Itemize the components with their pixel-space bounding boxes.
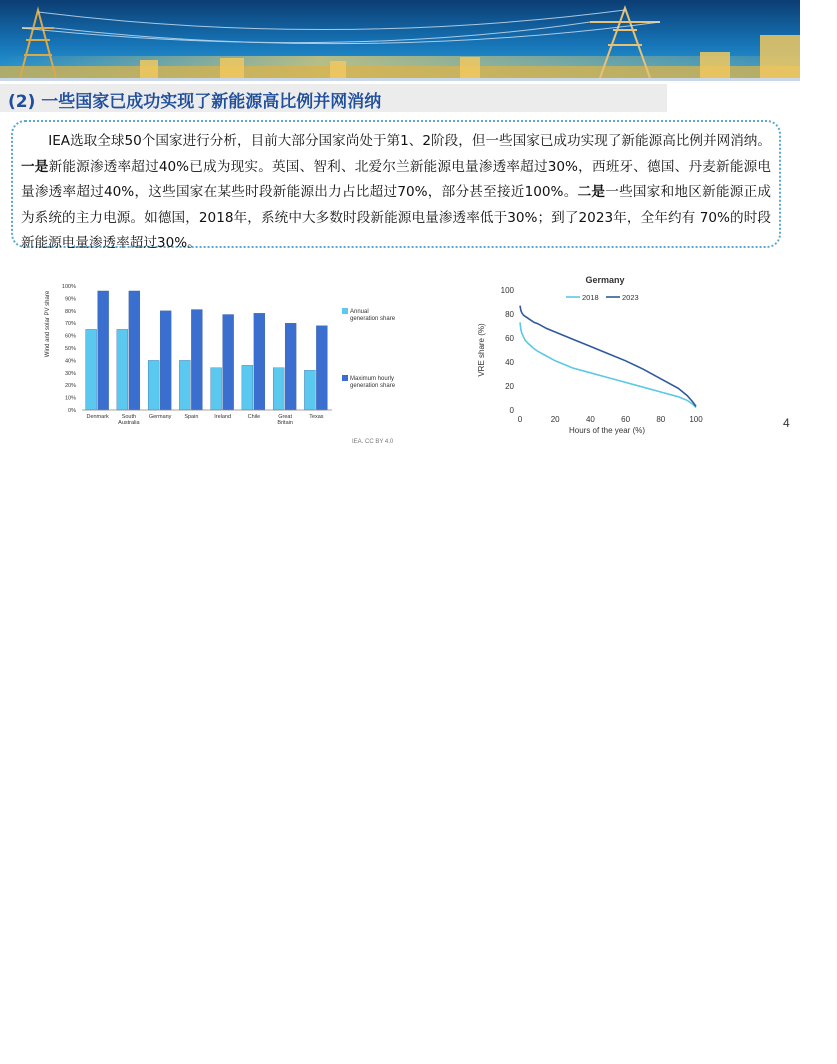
- bar-annual-south-australia: [117, 329, 128, 410]
- summary-paragraph: [21, 129, 771, 257]
- x-tick-label: Chile: [247, 414, 261, 420]
- bar-maximum-ireland: [223, 315, 234, 410]
- x-tick-label: Texas: [309, 414, 324, 420]
- x-tick-label: Spain: [184, 414, 199, 420]
- banner-divider: [0, 78, 800, 81]
- y-tick-label: 10%: [64, 395, 76, 402]
- y-tick-label: 30%: [64, 370, 76, 377]
- series-line-2018: [520, 322, 696, 407]
- bar-annual-ireland: [211, 368, 222, 410]
- bar-annual-germany: [148, 360, 159, 410]
- paragraph-intro: IEA选取全球50个国家进行分析，目前大部分国家尚处于第1、2阶段，但一些国家已成功实现了新能源高比例并网消纳。: [48, 133, 771, 149]
- legend-label-2018: 2018: [582, 293, 599, 302]
- bar-maximum-spain: [191, 310, 202, 410]
- x-tick-label: South: [121, 414, 137, 420]
- x-tick-label-line2: Britain: [277, 420, 293, 426]
- y-tick-label: 0: [509, 406, 514, 415]
- y-tick-label: 60: [505, 334, 514, 343]
- y-tick-label: 50%: [64, 346, 76, 352]
- bar-annual-great-britain: [273, 368, 284, 410]
- legend-label-2023: 2023: [622, 293, 639, 302]
- y-tick-label: 80: [505, 310, 514, 319]
- point-two-label: 二是: [577, 184, 606, 200]
- y-tick-label: 60%: [64, 333, 76, 340]
- x-tick-label: Denmark: [86, 414, 109, 420]
- legend-swatch-annual: [342, 308, 348, 314]
- chart-source-note: IEA. CC BY 4.0: [352, 439, 394, 445]
- x-tick-label: Ireland: [214, 414, 232, 420]
- x-tick-label: 100: [689, 415, 703, 424]
- section-title: (2) 一些国家已成功实现了新能源高比例并网消纳: [8, 92, 382, 112]
- bar-maximum-chile: [254, 313, 265, 410]
- page-number: 4: [783, 416, 790, 430]
- section-title-bar: [0, 84, 667, 112]
- bar-maximum-texas: [316, 326, 327, 410]
- y-tick-label: 40: [505, 358, 514, 367]
- legend-swatch-maximum: [342, 375, 348, 381]
- point-two-text: 一些国家和地区新能源正成为系统的主力电源。如德国，2018年，系统中大多数时段新能源电量渗透率低于30%；到了2023年，全年约有 70%的时段新能源电量渗透率超过30%。: [21, 184, 772, 251]
- chart-legend: [566, 293, 639, 302]
- bar-maximum-south-australia: [129, 291, 140, 410]
- legend-label-maximum: Maximum hourly: [350, 376, 395, 382]
- bar-maximum-great-britain: [285, 323, 296, 410]
- x-tick-label: Great: [278, 414, 293, 420]
- y-tick-label: 70%: [64, 321, 76, 328]
- y-tick-label: 100%: [61, 284, 76, 290]
- chart-legend: [342, 308, 396, 389]
- germany-vre-line-chart: [470, 270, 710, 440]
- country-share-bar-chart: [30, 272, 410, 452]
- x-tick-label: 0: [517, 415, 523, 424]
- y-tick-label: 20: [505, 382, 514, 391]
- header-banner: [0, 0, 800, 78]
- bar-annual-denmark: [86, 329, 97, 410]
- chart-title: Germany: [585, 275, 625, 285]
- y-tick-label: 40%: [64, 358, 76, 365]
- x-tick-label: 80: [656, 415, 666, 424]
- bar-annual-spain: [179, 360, 190, 410]
- x-axis-label: Hours of the year (%): [568, 426, 646, 435]
- x-tick-label: 20: [550, 415, 560, 424]
- y-tick-label: 100: [500, 286, 514, 295]
- point-one-label: 一是: [21, 158, 49, 175]
- y-tick-label: 90%: [64, 296, 76, 303]
- x-tick-label: Germany: [148, 414, 172, 420]
- legend-label-annual-line2: generation share: [350, 316, 396, 322]
- bar-maximum-denmark: [98, 291, 109, 410]
- bar-annual-chile: [242, 365, 253, 410]
- x-tick-label: 60: [621, 415, 631, 424]
- x-tick-label-line2: Australia: [118, 420, 140, 426]
- bar-annual-texas: [304, 370, 315, 410]
- power-tower-banner-image: [0, 0, 800, 78]
- y-tick-label: 80%: [64, 308, 76, 315]
- y-axis-label: Wind and solar PV share: [45, 290, 51, 358]
- bar-maximum-germany: [160, 311, 171, 410]
- y-tick-label: 20%: [64, 383, 76, 390]
- x-tick-label: 40: [585, 415, 595, 424]
- point-one-text: 新能源渗透率超过40%已成为现实。英国、智利、北爱尔兰新能源电量渗透率超过30%，西班牙、德国、丹麦新能源电量渗透率超过40%，这些国家在某些时段新能源出力占比超过70%，部分甚至接近100%。: [21, 158, 771, 200]
- legend-label-maximum-line2: generation share: [350, 383, 396, 389]
- y-tick-label: 0%: [68, 408, 76, 414]
- legend-label-annual: Annual: [350, 309, 369, 315]
- y-axis-label: VRE share (%): [477, 323, 486, 377]
- summary-text-box: [11, 120, 781, 251]
